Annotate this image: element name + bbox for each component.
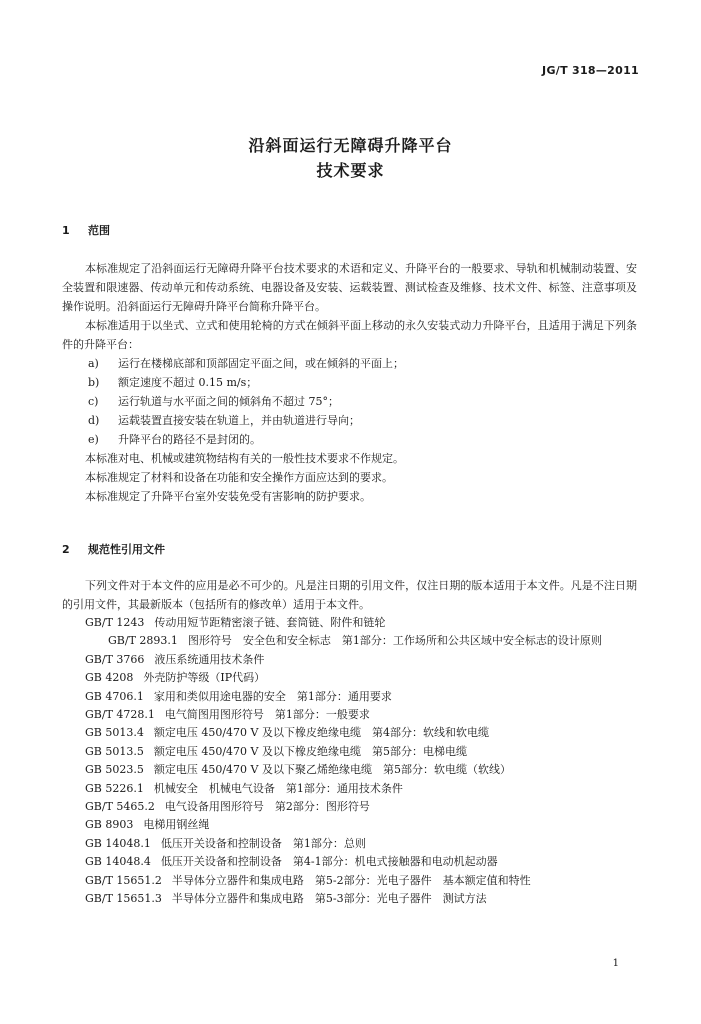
reference-item: [62, 853, 637, 871]
reference-title: 外壳防护等级（IP代码）: [143, 671, 266, 685]
reference-code: GB 14048.1: [85, 836, 151, 850]
list-text: 运载装置直接安装在轨道上，并由轨道进行导向；: [118, 414, 360, 427]
section-title: 规范性引用文件: [88, 543, 165, 556]
list-label: d): [88, 414, 100, 427]
list-label: e): [88, 433, 99, 446]
paragraph: 下列文件对于本文件的应用是必不可少的。凡是注日期的引用文件，仅注日期的版本适用于本文件。凡是不注日期的引用文件，其最新版本（包括所有的修改单）适用于本文件。: [62, 579, 637, 611]
list-item: [62, 373, 637, 392]
list-text: 运行在楼梯底部和顶部固定平面之间，或在倾斜的平面上；: [118, 357, 404, 370]
section-1-heading: [62, 222, 110, 238]
reference-title: 额定电压 450/470 V 及以下橡皮绝缘电缆 第4部分：软线和软电缆: [153, 726, 489, 740]
document-title: 沿斜面运行无障碍升降平台: [248, 136, 453, 155]
reference-title: 液压系统通用技术条件: [154, 652, 265, 666]
reference-title: 传动用短节距精密滚子链、套筒链、附件和链轮: [154, 616, 386, 629]
list-text: 额定速度不超过 0.15 m/s；: [118, 376, 258, 389]
reference-title: 半导体分立器件和集成电路 第5-3部分：光电子器件 测试方法: [171, 892, 487, 906]
reference-code: GB 5226.1: [85, 781, 144, 795]
section-2-intro: [62, 576, 637, 614]
reference-item: [62, 614, 637, 632]
page-number: 1: [612, 958, 619, 969]
reference-item: [62, 890, 637, 908]
section-title: 范围: [88, 224, 110, 237]
reference-title: 低压开关设备和控制设备 第4-1部分：机电式接触器和电动机起动器: [160, 855, 498, 869]
reference-item: [62, 872, 637, 890]
document-subtitle: 技术要求: [316, 161, 385, 180]
reference-item: [62, 816, 637, 834]
section-1-body: [62, 259, 637, 506]
list-text: 升降平台的路径不是封闭的。: [118, 433, 261, 446]
paragraph: 本标准规定了升降平台室外安装免受有害影响的防护要求。: [85, 490, 371, 503]
reference-code: GB/T 2893.1: [108, 634, 178, 648]
list-text: 运行轨道与水平面之间的倾斜角不超过 75°；: [118, 395, 339, 408]
list-label: b): [88, 376, 100, 389]
reference-code: GB/T 4728.1: [85, 708, 155, 722]
list-label: c): [88, 395, 99, 408]
reference-title: 电气设备用图形符号 第2部分：图形符号: [164, 800, 370, 814]
reference-code: GB/T 3766: [85, 652, 145, 666]
reference-code: GB 4208: [85, 671, 134, 685]
reference-code: GB/T 1243: [85, 616, 145, 629]
standard-code: JG/T 318—2011: [542, 64, 639, 77]
reference-code: GB/T 5465.2: [85, 800, 155, 814]
reference-item: [62, 688, 637, 706]
reference-code: GB/T 15651.3: [85, 892, 162, 906]
reference-item: [62, 835, 637, 853]
list-item: [62, 430, 637, 449]
reference-item: [62, 780, 637, 798]
reference-title: 机械安全 机械电气设备 第1部分：通用技术条件: [153, 781, 403, 795]
reference-code: GB 5013.5: [85, 744, 144, 758]
reference-item: [62, 724, 637, 742]
reference-item: [62, 743, 637, 761]
reference-item: [62, 651, 637, 669]
list-item: [62, 354, 637, 373]
reference-title: 电气简图用图形符号 第1部分：一般要求: [164, 708, 370, 722]
reference-title: 低压开关设备和控制设备 第1部分：总则: [160, 836, 366, 850]
reference-code: GB 5023.5: [85, 763, 144, 777]
reference-title: 额定电压 450/470 V 及以下聚乙烯绝缘电缆 第5部分：软电缆（软线）: [153, 763, 511, 777]
paragraph: 本标准规定了沿斜面运行无障碍升降平台技术要求的术语和定义、升降平台的一般要求、导轨和机械制动装置、安全装置和限速器、传动单元和传动系统、电器设备及安装、运载装置、测试检查及维修、技术文件、标签、注意事项及操作说明。沿斜面运行无障碍升降平台简称升降平台。: [62, 262, 637, 313]
paragraph: 本标准规定了材料和设备在功能和安全操作方面应达到的要求。: [85, 471, 393, 484]
section-number: 1: [62, 224, 70, 237]
reference-item: [62, 706, 637, 724]
list-label: a): [88, 357, 99, 370]
reference-title: 额定电压 450/470 V 及以下橡皮绝缘电缆 第5部分：电梯电缆: [153, 744, 467, 758]
list-item: [62, 411, 637, 430]
reference-item: [62, 632, 637, 650]
reference-code: GB 5013.4: [85, 726, 144, 740]
reference-item: [62, 761, 637, 779]
list-item: [62, 392, 637, 411]
paragraph: 本标准对电、机械或建筑物结构有关的一般性技术要求不作规定。: [85, 452, 404, 465]
reference-code: GB 4706.1: [85, 689, 144, 703]
section-number: 2: [62, 543, 70, 556]
reference-item: [62, 669, 637, 687]
reference-code: GB 14048.4: [85, 855, 151, 869]
reference-title: 半导体分立器件和集成电路 第5-2部分：光电子器件 基本额定值和特性: [171, 873, 531, 887]
reference-title: 图形符号 安全色和安全标志 第1部分：工作场所和公共区域中安全标志的设计原则: [187, 634, 602, 648]
reference-title: 电梯用钢丝绳: [143, 818, 210, 832]
normative-references-list: [62, 614, 637, 909]
section-2-heading: [62, 541, 165, 557]
paragraph: 本标准适用于以坐式、立式和使用轮椅的方式在倾斜平面上移动的永久安装式动力升降平台，且适用于满足下列条件的升降平台：: [62, 319, 637, 351]
reference-item: [62, 798, 637, 816]
reference-code: GB/T 15651.2: [85, 873, 162, 887]
reference-code: GB 8903: [85, 818, 134, 832]
reference-title: 家用和类似用途电器的安全 第1部分：通用要求: [153, 689, 392, 703]
